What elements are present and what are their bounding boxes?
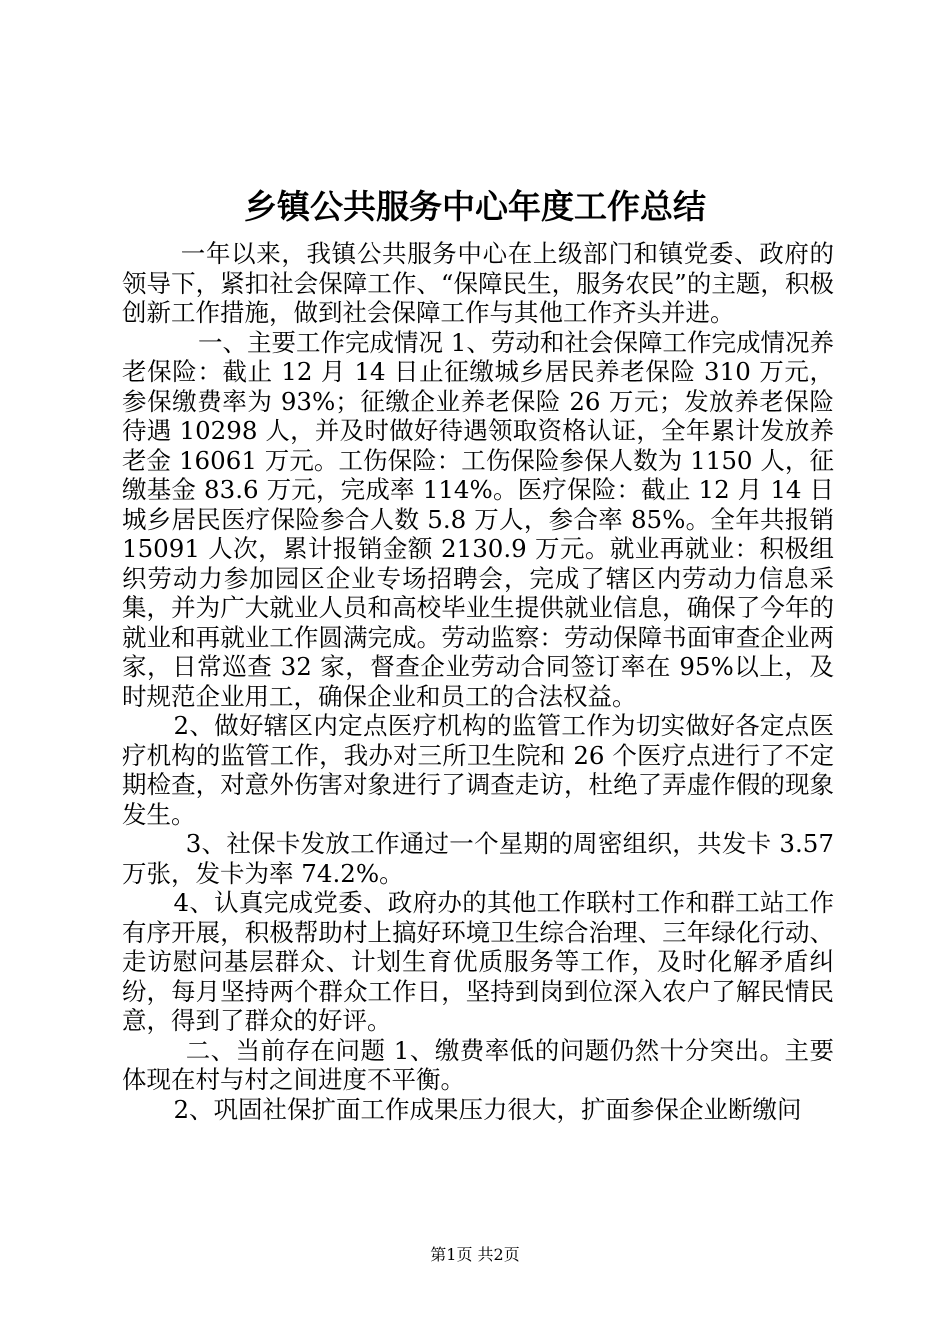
paragraph-main-work: 一、主要工作完成情况 1、劳动和社会保障工作完成情况养老保险：截止 12 月 14 日止征缴城乡居民养老保险 310 万元，参保缴费率为 93%；征缴企业养老保险 26 万元；发放养老保险待遇 10298 人，并及时做好待遇领取资格认证，全年累计发放养老金 16061 万元。工伤保险：工伤保险参保人数为 1150 人，征缴基金 83.6 万元，完成率 114%。医疗保险：截止 12 月 14 日城乡居民医疗保险参合人数 5.8 万人，参合率 85%。全年共报销 15091 人次，累计报销金额 2130.9 万元。就业再就业：积极组织劳动力参加园区企业专场招聘会，完成了辖区内劳动力信息采集，并为广大就业人员和高校毕业生提供就业信息，确保了今年的就业和再就业工作圆满完成。劳动监察：劳动保障书面审查企业两家，日常巡查 32 家，督查企业劳动合同签订率在 95%以上，及时规范企业用工，确保企业和员工的合法权益。	[122, 327, 834, 711]
paragraph-expansion-pressure: 2、巩固社保扩面工作成果压力很大，扩面参保企业断缴问	[173, 1094, 802, 1124]
paragraph-other-work: 4、认真完成党委、政府办的其他工作联村工作和群工站工作有序开展，积极帮助村上搞好环境卫生综合治理、三年绿化行动、走访慰问基层群众、计划生育优质服务等工作，及时化解矛盾纠纷，每月坚持两个群众工作日，坚持到岗到位深入农户了解民情民意，得到了群众的好评。	[122, 888, 834, 1035]
paragraph-problems: 二、当前存在问题 1、缴费率低的问题仍然十分突出。主要体现在村与村之间进度不平衡。	[122, 1035, 834, 1094]
page-number-footer: 第1页 共2页	[430, 1245, 520, 1264]
paragraph-social-card: 3、社保卡发放工作通过一个星期的周密组织，共发卡 3.57 万张，发卡为率 74.2%。	[122, 829, 834, 888]
document-body	[122, 239, 834, 1124]
paragraph-intro: 一年以来，我镇公共服务中心在上级部门和镇党委、政府的领导下，紧扣社会保障工作、“保障民生，服务农民”的主题，积极创新工作措施，做到社会保障工作与其他工作齐头并进。	[122, 239, 834, 327]
paragraph-medical-supervision: 2、做好辖区内定点医疗机构的监管工作为切实做好各定点医疗机构的监管工作，我办对三所卫生院和 26 个医疗点进行了不定期检查，对意外伤害对象进行了调查走访，杜绝了弄虚作假的现象发生。	[122, 711, 834, 829]
document-title: 乡镇公共服务中心年度工作总结	[244, 187, 706, 226]
